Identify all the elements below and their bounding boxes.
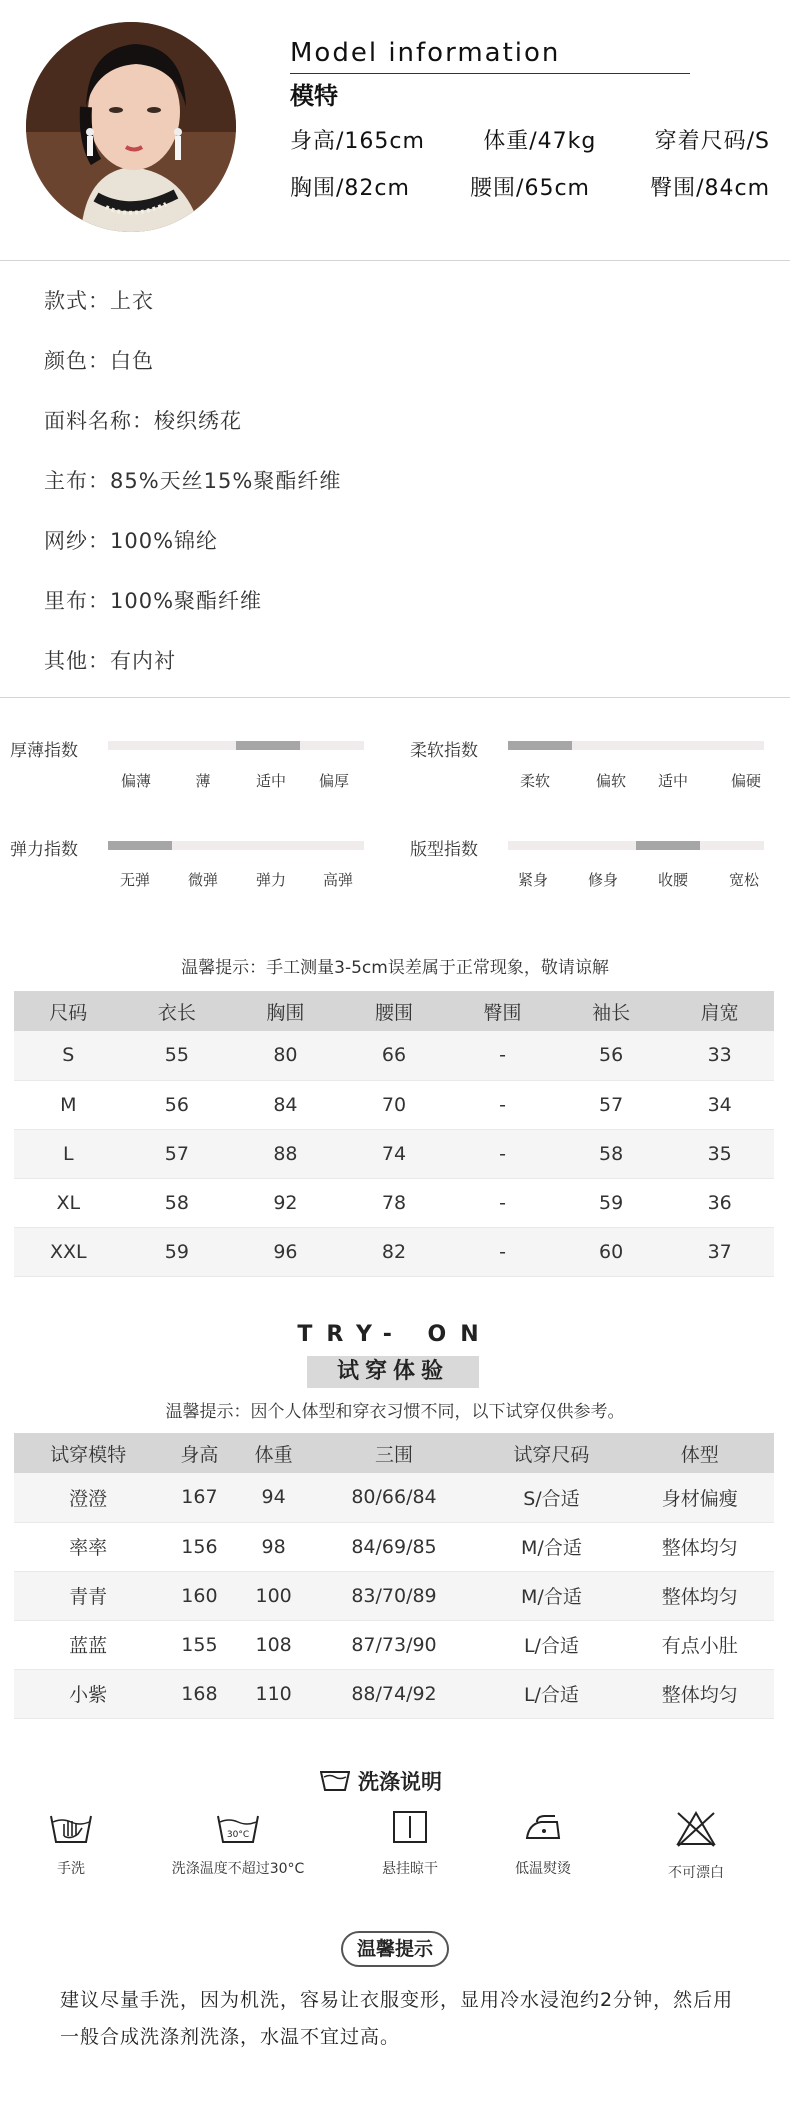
size-table <box>14 991 774 1277</box>
table-row <box>14 1080 774 1129</box>
model-stats-row-1 <box>290 124 770 155</box>
index-track-fit <box>508 841 764 850</box>
table-cell: 83/70/89 <box>311 1571 478 1620</box>
table-cell: 74 <box>340 1129 449 1178</box>
table-cell: 110 <box>237 1669 311 1718</box>
table-cell: 80 <box>231 1031 340 1080</box>
index-track-elasticity <box>108 841 364 850</box>
table-cell: XXL <box>14 1227 123 1276</box>
table-cell: 澄澄 <box>14 1473 162 1522</box>
index-tick: 偏薄 <box>120 772 152 790</box>
table-row <box>14 1669 774 1718</box>
wash-item-30 <box>163 1810 313 1878</box>
spec-style: 款式：上衣 <box>44 289 154 313</box>
table-row <box>14 1227 774 1276</box>
index-tick: 偏软 <box>595 772 627 790</box>
size-table-header <box>14 991 774 1031</box>
index-tick: 宽松 <box>728 871 760 889</box>
header-cell: 胸围 <box>231 991 340 1031</box>
table-cell: 100 <box>237 1571 311 1620</box>
table-cell: 59 <box>557 1178 666 1227</box>
index-tick: 薄 <box>195 772 211 790</box>
hand-wash-icon <box>50 1810 92 1844</box>
index-track-thickness <box>108 741 364 750</box>
table-cell: 57 <box>123 1129 232 1178</box>
table-cell: 88/74/92 <box>311 1669 478 1718</box>
size-note: 温馨提示：手工测量3-5cm误差属于正常现象，敬请谅解 <box>181 958 609 978</box>
wash-label: 洗涤温度不超过30°C <box>171 1861 305 1877</box>
table-cell: 98 <box>237 1522 311 1571</box>
table-row <box>14 1178 774 1227</box>
table-cell: 94 <box>237 1473 311 1522</box>
wash-label: 手洗 <box>57 1861 85 1877</box>
table-cell: 84/69/85 <box>311 1522 478 1571</box>
spec-other: 其他：有内衬 <box>44 649 176 673</box>
spec-color: 颜色：白色 <box>44 349 154 373</box>
wash-label: 低温熨烫 <box>515 1861 571 1877</box>
table-cell: S <box>14 1031 123 1080</box>
no-bleach-icon <box>675 1810 717 1848</box>
table-cell: 整体均匀 <box>626 1522 774 1571</box>
index-tick: 适中 <box>255 772 287 790</box>
table-cell: 82 <box>340 1227 449 1276</box>
spec-fabric: 面料名称：梭织绣花 <box>44 409 242 433</box>
wash-30-icon-text: 30°C <box>226 1830 250 1840</box>
table-cell: 小紫 <box>14 1669 162 1718</box>
table-cell: - <box>448 1129 557 1178</box>
header-cell: 身高 <box>162 1433 236 1473</box>
table-cell: M/合适 <box>477 1522 625 1571</box>
index-indicator <box>636 841 700 850</box>
index-label-thickness: 厚薄指数 <box>10 741 78 761</box>
table-cell: 80/66/84 <box>311 1473 478 1522</box>
table-cell: 66 <box>340 1031 449 1080</box>
tip-text: 建议尽量手洗，因为机洗，容易让衣服变形，显用冷水浸泡约2分钟，然后用一般合成洗涤剂洗涤，水温不宜过高。 <box>60 1989 734 2048</box>
index-ticks-softness <box>508 770 764 790</box>
table-cell: XL <box>14 1178 123 1227</box>
index-tick: 偏硬 <box>730 772 762 790</box>
wash-30-icon <box>217 1810 259 1844</box>
model-subtitle: 模特 <box>290 82 338 110</box>
table-cell: 168 <box>162 1669 236 1718</box>
table-cell: 155 <box>162 1620 236 1669</box>
table-cell: M/合适 <box>477 1571 625 1620</box>
table-cell: 156 <box>162 1522 236 1571</box>
table-cell: 整体均匀 <box>626 1669 774 1718</box>
tryon-table-header <box>14 1433 774 1473</box>
header-cell: 试穿模特 <box>14 1433 162 1473</box>
index-tick: 弹力 <box>255 871 287 889</box>
table-cell: 36 <box>665 1178 774 1227</box>
header-cell: 肩宽 <box>665 991 774 1031</box>
table-cell: 蓝蓝 <box>14 1620 162 1669</box>
index-tick: 无弹 <box>119 871 151 889</box>
index-label-softness: 柔软指数 <box>410 741 478 761</box>
index-tick: 适中 <box>657 772 689 790</box>
model-waist: 腰围/65cm <box>470 176 590 201</box>
spec-mesh: 网纱：100%锦纶 <box>44 529 219 553</box>
index-tick: 高弹 <box>322 871 354 889</box>
model-hip: 臀围/84cm <box>650 176 770 201</box>
table-cell: - <box>448 1227 557 1276</box>
table-row <box>14 1571 774 1620</box>
table-row <box>14 1522 774 1571</box>
model-size: 穿着尺码/S <box>654 129 770 154</box>
header-cell: 体重 <box>237 1433 311 1473</box>
table-row <box>14 1031 774 1080</box>
model-weight: 体重/47kg <box>483 129 597 154</box>
model-stats-row-2 <box>290 171 770 202</box>
table-row <box>14 1129 774 1178</box>
table-cell: 率率 <box>14 1522 162 1571</box>
table-cell: 35 <box>665 1129 774 1178</box>
table-cell: 60 <box>557 1227 666 1276</box>
tryon-title-en: TRY- ON <box>297 1322 493 1347</box>
wash-item-hand <box>0 1810 146 1878</box>
table-cell: L/合适 <box>477 1620 625 1669</box>
table-cell: 身材偏瘦 <box>626 1473 774 1522</box>
wash-item-hang <box>335 1810 485 1878</box>
wash-title <box>320 1766 442 1796</box>
spec-main-fabric: 主布：85%天丝15%聚酯纤维 <box>44 469 342 493</box>
table-cell: 青青 <box>14 1571 162 1620</box>
divider <box>0 697 790 698</box>
table-cell: 59 <box>123 1227 232 1276</box>
spec-lining: 里布：100%聚酯纤维 <box>44 589 263 613</box>
divider <box>0 260 790 261</box>
table-cell: 167 <box>162 1473 236 1522</box>
index-tick: 紧身 <box>517 871 549 889</box>
low-iron-icon <box>523 1810 563 1844</box>
index-ticks-fit <box>508 869 764 889</box>
model-info-title: Model information <box>290 38 561 68</box>
index-label-elasticity: 弹力指数 <box>10 840 78 860</box>
hang-dry-icon <box>392 1810 428 1844</box>
header-cell: 三围 <box>311 1433 478 1473</box>
index-label-fit: 版型指数 <box>410 840 478 860</box>
table-cell: 37 <box>665 1227 774 1276</box>
wash-title-text: 洗涤说明 <box>358 1770 442 1794</box>
table-cell: 96 <box>231 1227 340 1276</box>
header-cell: 尺码 <box>14 991 123 1031</box>
wash-basin-icon <box>320 1770 350 1792</box>
table-cell: 55 <box>123 1031 232 1080</box>
table-cell: - <box>448 1178 557 1227</box>
table-cell: 87/73/90 <box>311 1620 478 1669</box>
table-cell: 108 <box>237 1620 311 1669</box>
table-cell: 160 <box>162 1571 236 1620</box>
header-cell: 袖长 <box>557 991 666 1031</box>
tryon-table <box>14 1433 774 1719</box>
header-cell: 衣长 <box>123 991 232 1031</box>
table-cell: L <box>14 1129 123 1178</box>
title-underline <box>290 73 690 74</box>
table-cell: 34 <box>665 1080 774 1129</box>
index-ticks-thickness <box>108 770 364 790</box>
model-height: 身高/165cm <box>290 129 425 154</box>
header-cell: 腰围 <box>340 991 449 1031</box>
table-cell: 整体均匀 <box>626 1571 774 1620</box>
table-cell: 58 <box>123 1178 232 1227</box>
table-row <box>14 1620 774 1669</box>
index-track-softness <box>508 741 764 750</box>
index-ticks-elasticity <box>108 869 364 889</box>
tryon-note: 温馨提示：因个人体型和穿衣习惯不同，以下试穿仅供参考。 <box>165 1402 625 1422</box>
table-cell: 92 <box>231 1178 340 1227</box>
index-tick: 柔软 <box>519 772 551 790</box>
table-cell: L/合适 <box>477 1669 625 1718</box>
index-tick: 微弹 <box>187 871 219 889</box>
table-cell: M <box>14 1080 123 1129</box>
table-cell: 84 <box>231 1080 340 1129</box>
header-cell: 试穿尺码 <box>477 1433 625 1473</box>
wash-item-no-bleach <box>621 1810 771 1882</box>
index-tick: 修身 <box>587 871 619 889</box>
wash-item-iron <box>468 1810 618 1878</box>
model-bust: 胸围/82cm <box>290 176 410 201</box>
table-cell: 78 <box>340 1178 449 1227</box>
model-avatar <box>26 22 236 232</box>
tryon-title-cn: 试穿体验 <box>307 1356 479 1388</box>
header-cell: 臀围 <box>448 991 557 1031</box>
table-cell: 58 <box>557 1129 666 1178</box>
table-cell: 56 <box>557 1031 666 1080</box>
table-row <box>14 1473 774 1522</box>
wash-label: 不可漂白 <box>668 1865 724 1881</box>
table-cell: 70 <box>340 1080 449 1129</box>
header-cell: 体型 <box>626 1433 774 1473</box>
index-tick: 收腰 <box>657 871 689 889</box>
table-cell: 56 <box>123 1080 232 1129</box>
index-indicator <box>236 741 300 750</box>
table-cell: - <box>448 1080 557 1129</box>
table-cell: 57 <box>557 1080 666 1129</box>
table-cell: 88 <box>231 1129 340 1178</box>
index-tick: 偏厚 <box>318 772 350 790</box>
table-cell: S/合适 <box>477 1473 625 1522</box>
table-cell: 33 <box>665 1031 774 1080</box>
table-cell: - <box>448 1031 557 1080</box>
tip-badge: 温馨提示 <box>341 1931 449 1967</box>
index-indicator <box>108 841 172 850</box>
wash-label: 悬挂晾干 <box>382 1861 438 1877</box>
index-indicator <box>508 741 572 750</box>
table-cell: 有点小肚 <box>626 1620 774 1669</box>
